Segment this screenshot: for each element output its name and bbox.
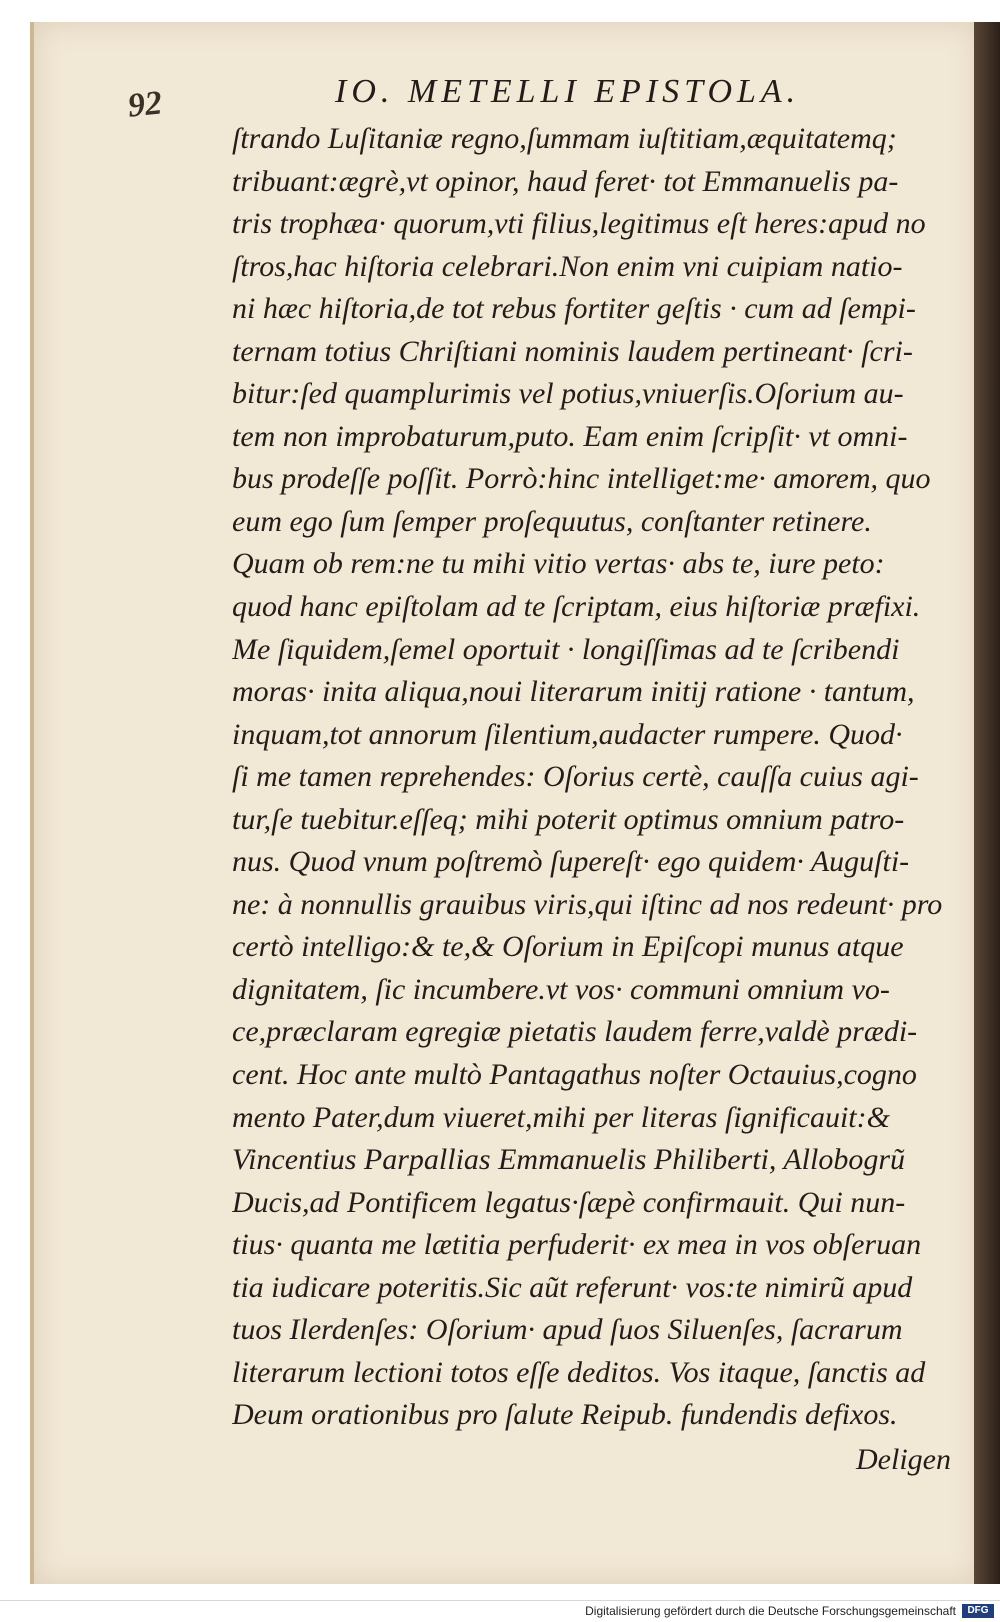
digitization-footer (0, 1600, 1000, 1622)
text-line: dignitatem, ſic incumbere.vt vos· communi omnium vo- (232, 972, 890, 1006)
text-line: tris trophæa· quorum,vti filius,legitimus eſt heres:apud no (232, 207, 926, 241)
text-line: bus prodeſſe poſſit. Porrò:hinc intelliget:me· amorem, quo (232, 462, 931, 496)
text-line: moras· inita aliqua,noui literarum initij ratione · tantum, (232, 675, 915, 709)
text-line: Deum orationibus pro ſalute Reipub. fundendis defixos. (232, 1398, 898, 1432)
text-line: tius· quanta me lætitia perfuderit· ex mea in vos obſeruan (232, 1228, 922, 1262)
text-line: ne: à nonnullis grauibus viris,qui iſtinc ad nos redeunt· pro (232, 887, 943, 921)
text-line: nus. Quod vnum poſtremò ſupereſt· ego quidem· Auguſti- (232, 845, 910, 879)
text-line: Me ſiquidem,ſemel oportuit · longiſſimas ad te ſcribendi (232, 632, 900, 666)
text-line: bitur:ſed quamplurimis vel potius,vniuerſis.Oſorium au- (232, 377, 904, 411)
text-line: tur,ſe tuebitur.eſſeq; mihi poterit optimus omnium patro- (232, 802, 905, 836)
text-line: ni hæc hiſtoria,de tot rebus fortiter geſtis · cum ad ſempi- (232, 292, 916, 326)
text-line: certò intelligo:& te,& Oſorium in Epiſcopi munus atque (232, 930, 904, 964)
text-line: ſtrando Luſitaniæ regno,ſummam iuſtitiam,æquitatemq; (232, 122, 897, 155)
text-line: tia iudicare poteritis.Sic aũt referunt· vos:te nimirũ apud (232, 1270, 913, 1304)
funding-credit: Digitalisierung gefördert durch die Deutsche Forschungsgemeinschaft (585, 1604, 956, 1618)
text-line: cent. Hoc ante multò Pantagathus noſter Octauius,cogno (232, 1058, 917, 1092)
page-number: 92 (126, 84, 164, 125)
text-block (232, 118, 967, 1437)
catchword: Deligen (856, 1443, 951, 1476)
text-line: tem non improbaturum,puto. Eam enim ſcripſit· vt omni- (232, 419, 908, 453)
text-line: eum ego ſum ſemper proſequutus, conſtanter retinere. (232, 504, 872, 538)
text-line: mento Pater,dum viueret,mihi per literas ſignificauit:& (232, 1100, 890, 1134)
text-line: literarum lectioni totos eſſe deditos. Vos itaque, ſanctis ad (232, 1355, 926, 1389)
text-line: ſi me tamen reprehendes: Oſorius certè, cauſſa cuius agi- (232, 760, 919, 794)
running-head: IO. METELLI EPISTOLA. (335, 73, 801, 110)
book-spine (974, 22, 1000, 1584)
text-line: quod hanc epiſtolam ad te ſcriptam, eius hiſtoriæ præfixi. (232, 590, 921, 624)
text-line: tuos Ilerdenſes: Oſorium· apud ſuos Siluenſes, ſacrarum (232, 1313, 903, 1347)
text-line: Quam ob rem:ne tu mihi vitio vertas· abs te, iure peto: (232, 547, 885, 581)
text-line: ternam totius Chriſtiani nominis laudem pertineant· ſcri- (232, 334, 913, 368)
text-line: ſtros,hac hiſtoria celebrari.Non enim vni cuipiam natio- (232, 249, 903, 283)
text-line: Vincentius Parpallias Emmanuelis Philiberti, Allobogrũ (232, 1143, 906, 1177)
dfg-logo: DFG (962, 1604, 994, 1618)
text-line: Ducis,ad Pontificem legatus·ſæpè confirmauit. Qui nun- (232, 1185, 906, 1219)
text-line: inquam,tot annorum ſilentium,audacter rumpere. Quod· (232, 717, 903, 751)
text-line: tribuant:ægrè,vt opinor, haud feret· tot Emmanuelis pa- (232, 164, 899, 198)
text-line: ce,præclaram egregiæ pietatis laudem ferre,valdè prædi- (232, 1015, 918, 1049)
